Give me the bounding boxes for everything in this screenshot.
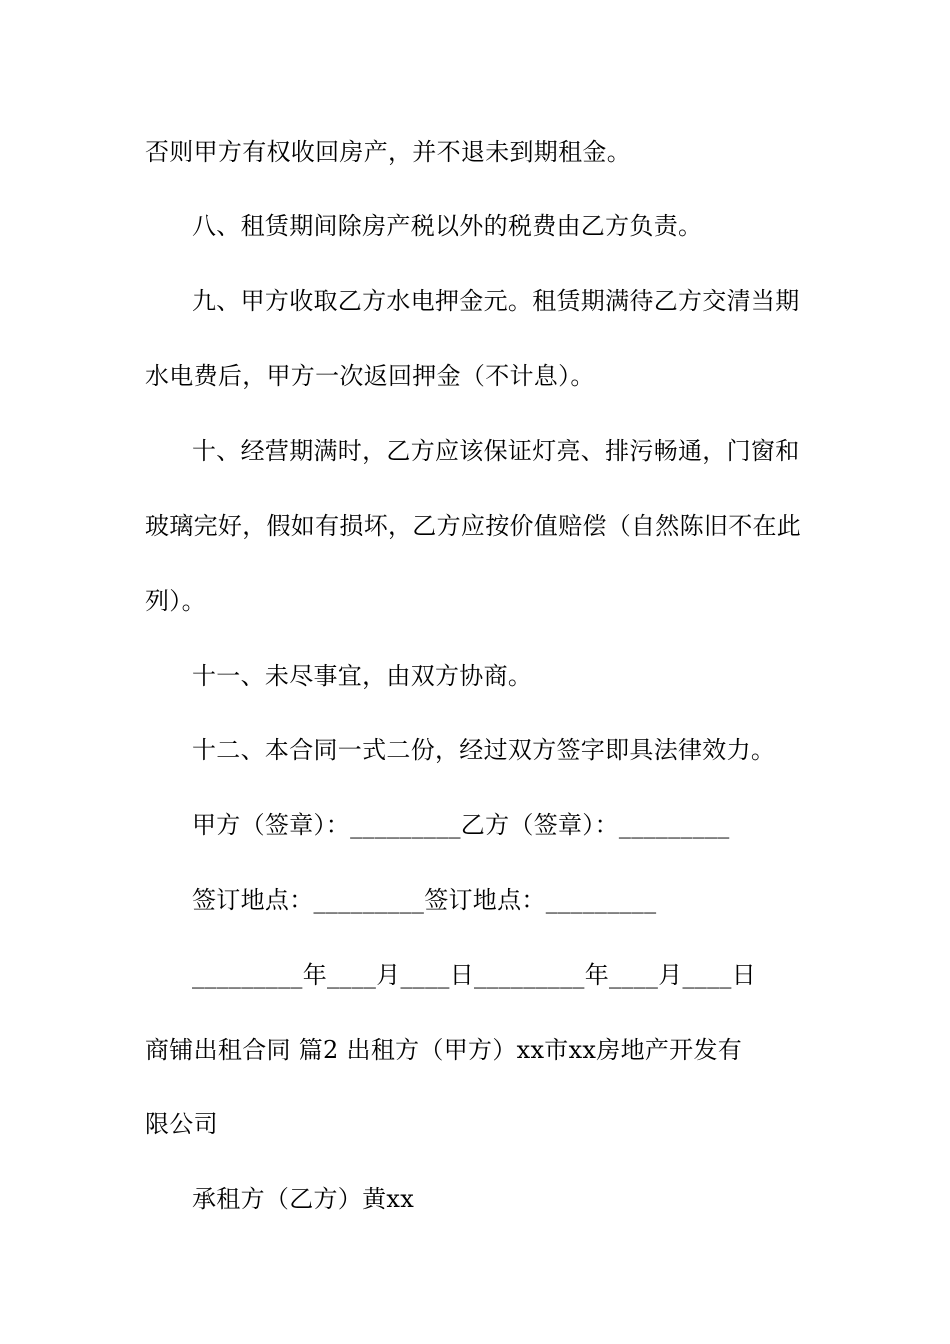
clause-9-continued: 水电费后，甲方一次返回押金（不计息）。 — [145, 362, 595, 390]
clause-11: 十一、未尽事宜，由双方协商。 — [192, 662, 533, 690]
clause-8: 八、租赁期间除房产税以外的税费由乙方负责。 — [192, 212, 703, 240]
clause-9: 九、甲方收取乙方水电押金元。租赁期满待乙方交清当期 — [192, 287, 800, 315]
date-line: _________年____月____日_________年____月____日 — [192, 961, 756, 989]
clause-10: 十、经营期满时，乙方应该保证灯亮、排污畅通，门窗和 — [192, 437, 800, 465]
lessee-line: 承租方（乙方）黄xx — [192, 1185, 415, 1213]
signature-line: 甲方（签章）：_________乙方（签章）：_________ — [192, 811, 730, 839]
clause-10-end: 列）。 — [145, 587, 206, 615]
paragraph-line: 否则甲方有权收回房产，并不退未到期租金。 — [145, 138, 631, 166]
contract-2-heading: 商铺出租合同 篇2 出租方（甲方）xx市xx房地产开发有 — [145, 1036, 743, 1064]
signing-place-line: 签订地点：_________签订地点：_________ — [192, 886, 657, 914]
contract-2-heading-continued: 限公司 — [145, 1110, 218, 1138]
clause-10-continued: 玻璃完好，假如有损坏，乙方应按价值赔偿（自然陈旧不在此 — [145, 512, 802, 540]
clause-12: 十二、本合同一式二份，经过双方签字即具法律效力。 — [192, 736, 776, 764]
